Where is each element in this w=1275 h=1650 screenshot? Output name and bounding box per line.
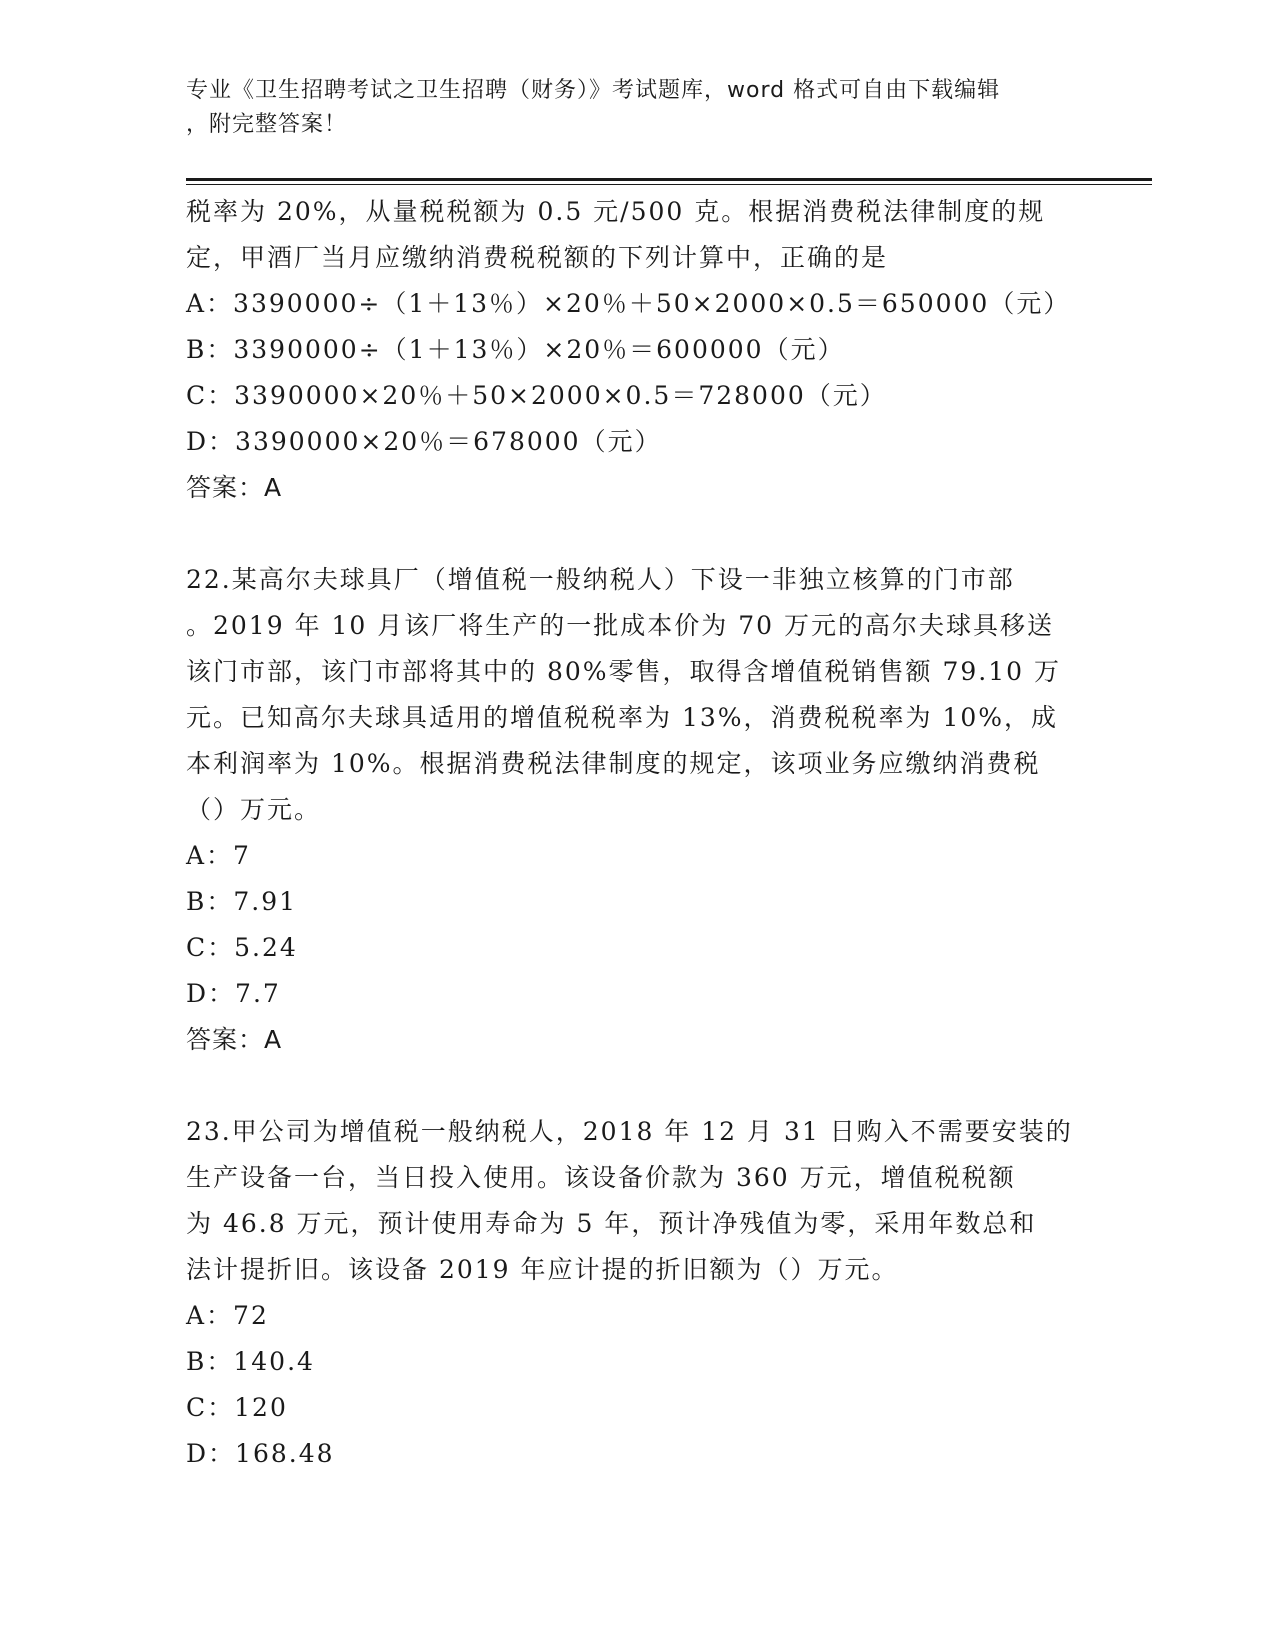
- question-22-stem-line-3: 该门市部，该门市部将其中的 80%零售，取得含增值税销售额 79.10 万: [186, 657, 1061, 686]
- question-22-stem-line-4: 元。已知高尔夫球具适用的增值税税率为 13%，消费税税率为 10%，成: [186, 703, 1059, 732]
- question-23-stem-line-4: 法计提折旧。该设备 2019 年应计提的折旧额为（）万元。: [186, 1255, 899, 1284]
- question-spacer: [186, 511, 1086, 557]
- question-22: [186, 557, 1086, 1063]
- question-23-stem-line-3: 为 46.8 万元，预计使用寿命为 5 年，预计净残值为零，采用年数总和: [186, 1209, 1037, 1238]
- question-21-option-c: C：3390000×20％＋50×2000×0.5＝728000（元）: [186, 381, 887, 410]
- question-23-option-b: B：140.4: [186, 1347, 315, 1376]
- question-23-option-c: C：120: [186, 1393, 288, 1422]
- question-22-option-d: D：7.7: [186, 979, 281, 1008]
- question-22-option-c: C：5.24: [186, 933, 298, 962]
- question-spacer: [186, 1063, 1086, 1109]
- question-21: [186, 189, 1086, 511]
- question-21-option-a: A：3390000÷（1＋13％）×20％＋50×2000×0.5＝650000（元）: [186, 289, 1071, 318]
- header-line-2: ，附完整答案！: [186, 112, 348, 137]
- question-22-stem-line-6: （）万元。: [186, 795, 322, 824]
- question-22-stem-line-2: 。2019 年 10 月该厂将生产的一批成本价为 70 万元的高尔夫球具移送: [186, 611, 1054, 640]
- question-content: [186, 189, 1086, 1477]
- question-22-option-b: B：7.91: [186, 887, 298, 916]
- question-22-stem-line-5: 本利润率为 10%。根据消费税法律制度的规定，该项业务应缴纳消费税: [186, 749, 1041, 778]
- question-21-answer: 答案：A: [186, 473, 283, 502]
- question-23-stem-line-1: 23.甲公司为增值税一般纳税人，2018 年 12 月 31 日购入不需要安装的: [186, 1117, 1073, 1146]
- question-23-option-a: A：72: [186, 1301, 269, 1330]
- question-21-option-d: D：3390000×20％＝678000（元）: [186, 427, 662, 456]
- question-21-stem-line-1: 税率为 20%，从量税税额为 0.5 元/500 克。根据消费税法律制度的规: [186, 197, 1046, 226]
- question-21-stem-line-2: 定，甲酒厂当月应缴纳消费税税额的下列计算中，正确的是: [186, 243, 889, 272]
- question-22-option-a: A：7: [186, 841, 251, 870]
- question-22-stem-line-1: 22.某高尔夫球具厂（增值税一般纳税人）下设一非独立核算的门市部: [186, 565, 1015, 594]
- question-21-option-b: B：3390000÷（1＋13％）×20％＝600000（元）: [186, 335, 845, 364]
- header-divider-thick: [186, 178, 1152, 181]
- document-header: [186, 74, 1086, 142]
- question-23: [186, 1109, 1086, 1477]
- question-23-option-d: D：168.48: [186, 1439, 335, 1468]
- question-22-answer: 答案：A: [186, 1025, 283, 1054]
- header-divider-thin: [186, 184, 1152, 185]
- header-line-1: 专业《卫生招聘考试之卫生招聘（财务）》考试题库，word 格式可自由下载编辑: [186, 78, 1001, 103]
- question-23-stem-line-2: 生产设备一台，当日投入使用。该设备价款为 360 万元，增值税税额: [186, 1163, 1016, 1192]
